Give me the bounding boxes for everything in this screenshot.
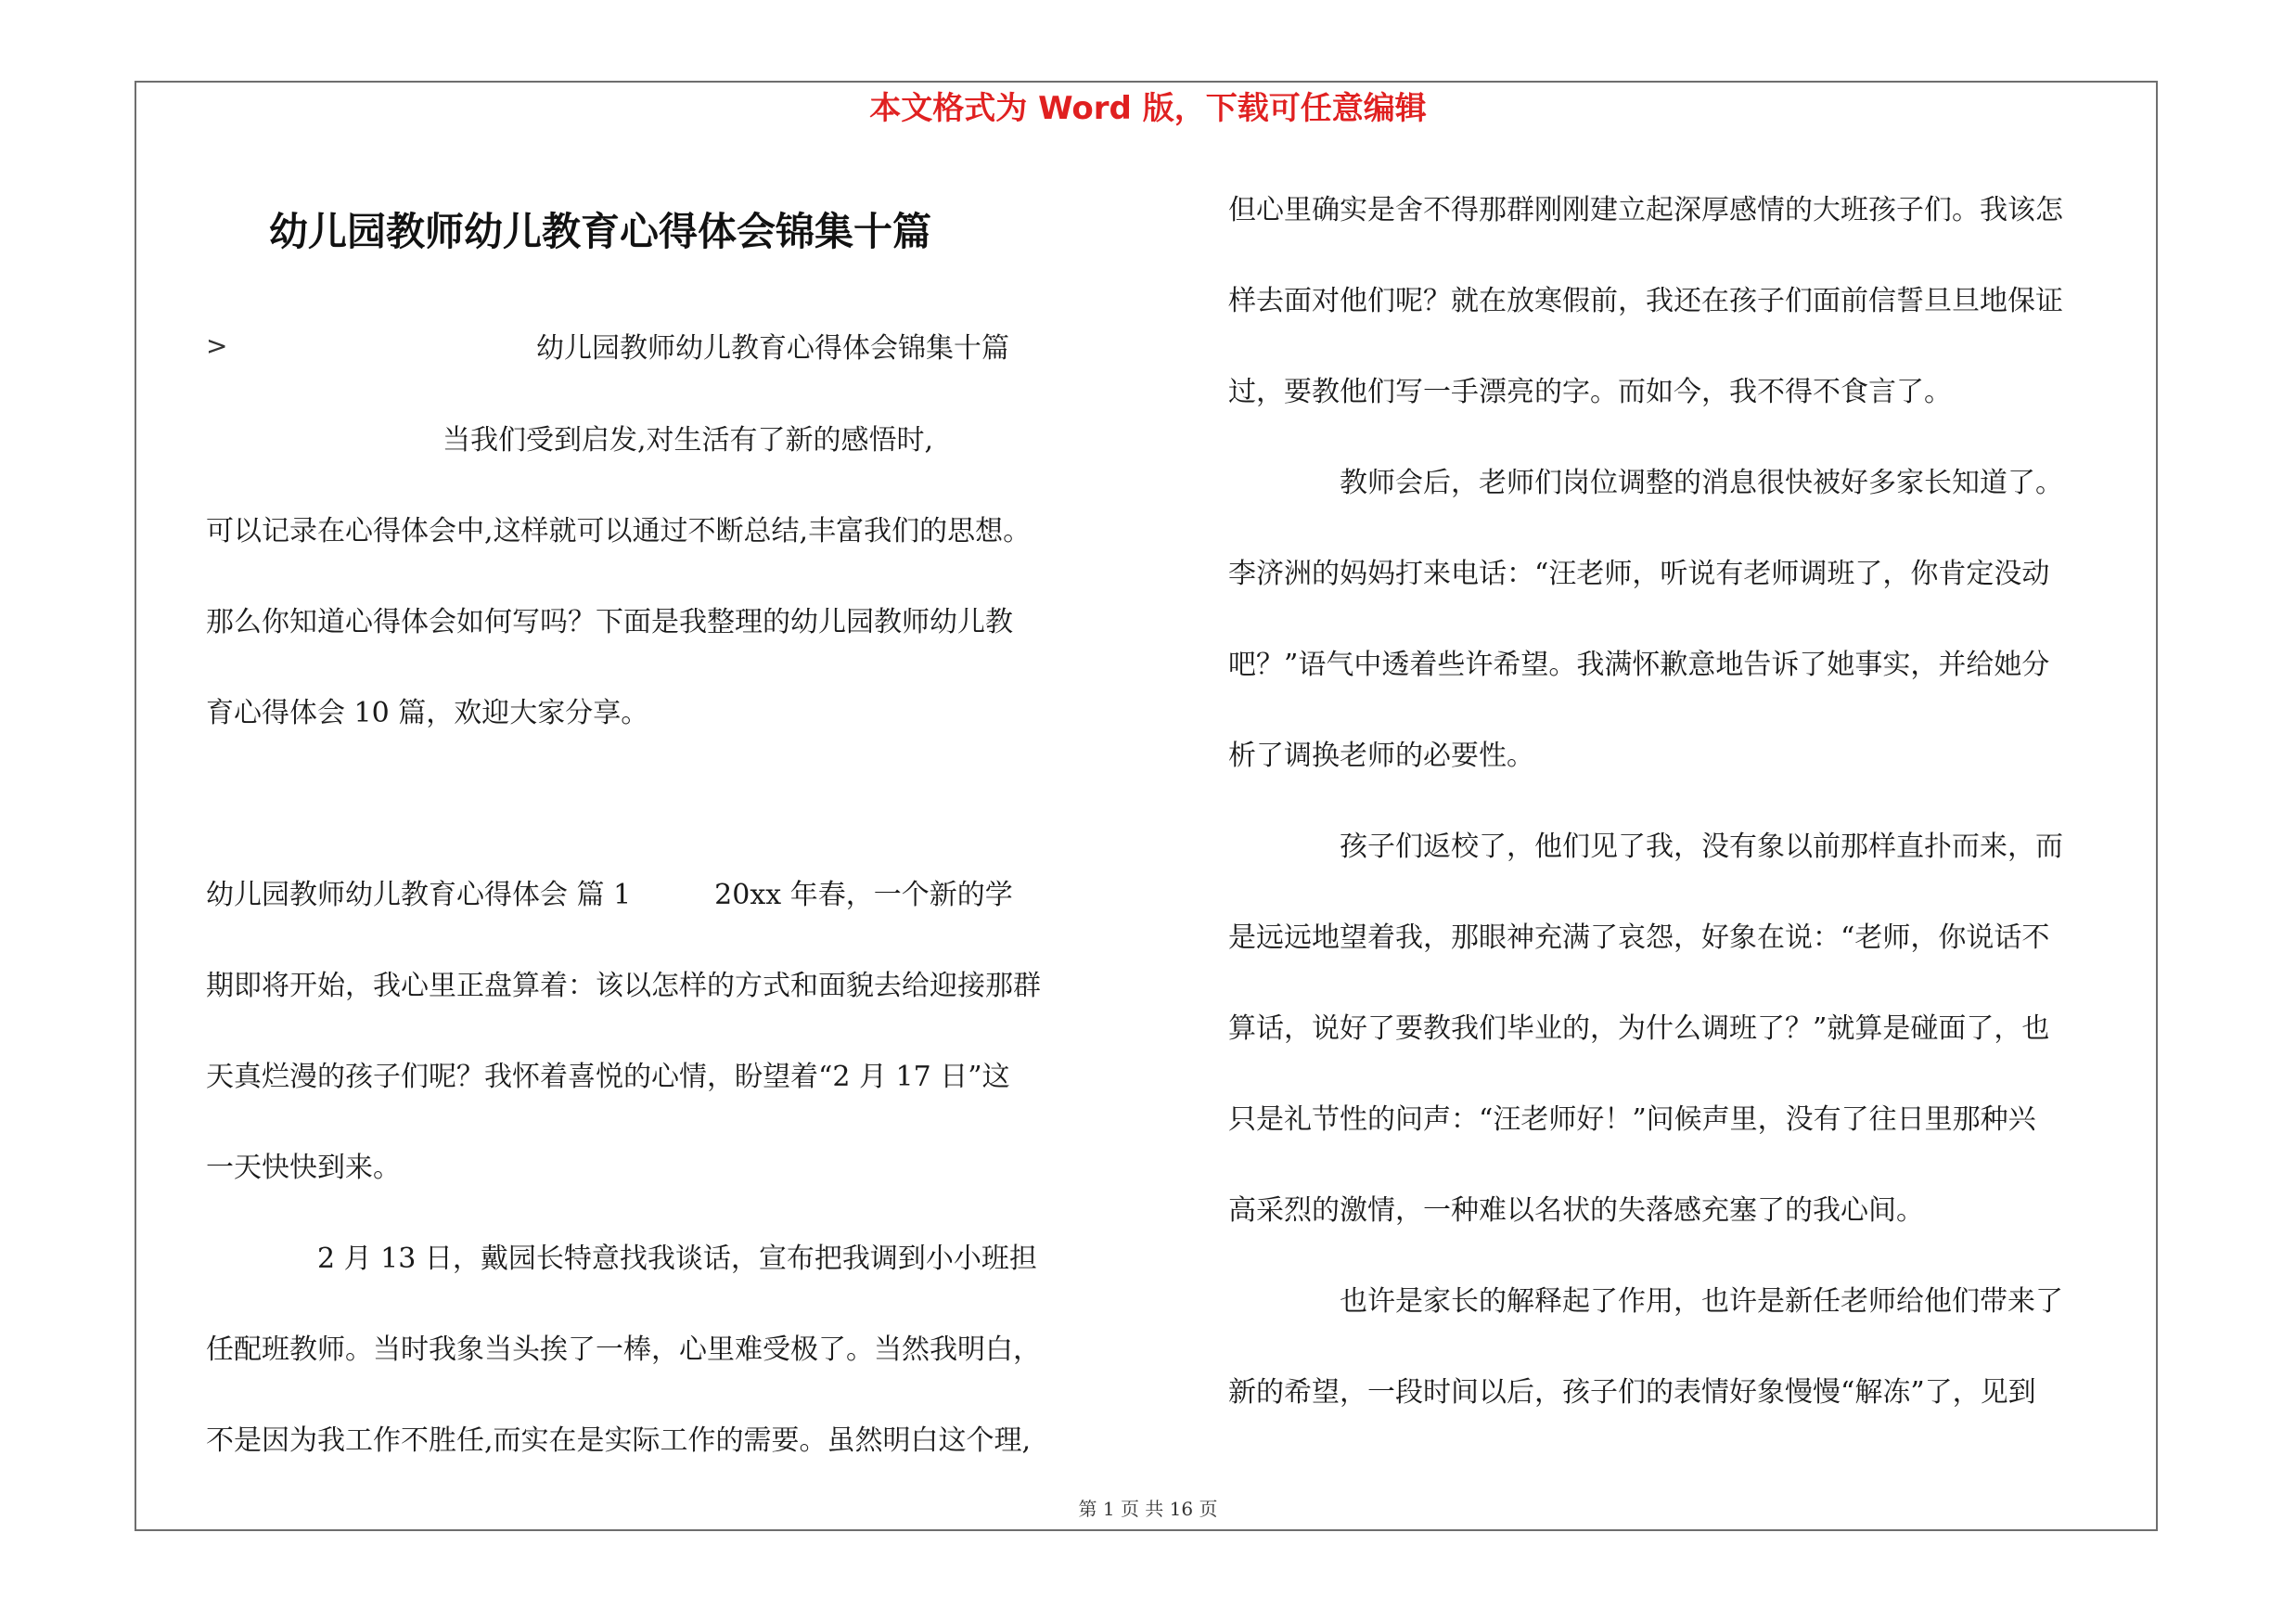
paragraph-line: 教师会后，老师们岗位调整的消息很快被好多家长知道了。 [1340,467,2063,499]
paragraph-line: 样去面对他们呢？就在放寒假前，我还在孩子们面前信誓旦旦地保证 [1228,285,2063,317]
paragraph-line: 李济洲的妈妈打来电话：“汪老师，听说有老师调班了，你肯定没动 [1228,558,2050,590]
paragraph-line: 吧？”语气中透着些许希望。我满怀歉意地告诉了她事实，并给她分 [1228,649,2050,681]
document-title: 幼儿园教师幼儿教育心得体会锦集十篇 [269,209,932,254]
paragraph-line: 过，要教他们写一手漂亮的字。而如今，我不得不食言了。 [1228,376,1952,408]
paragraph-line: 一天快快到来。 [206,1152,401,1184]
paragraph-line: 新的希望，一段时间以后，孩子们的表情好象慢慢“解冻”了，见到 [1228,1376,2036,1409]
paragraph-line: 天真烂漫的孩子们呢？我怀着喜悦的心情，盼望着“2 月 17 日”这 [206,1061,1010,1093]
paragraph-line: 当我们受到启发,对生活有了新的感悟时, [443,424,934,457]
spacer [206,759,1141,850]
paragraph-line: 可以记录在心得体会中,这样就可以通过不断总结,丰富我们的思想。 [206,515,1032,547]
paragraph-line: 那么你知道心得体会如何写吗？下面是我整理的幼儿园教师幼儿教 [206,606,1013,638]
paragraph-line: 孩子们返校了，他们见了我，没有象以前那样直扑而来，而 [1340,831,2063,863]
paragraph-line: 任配班教师。当时我象当头挨了一棒，心里难受极了。当然我明白， [206,1333,1041,1366]
format-banner: 本文格式为 Word 版，下载可任意编辑 [869,90,1427,127]
paragraph-line: 也许是家长的解释起了作用，也许是新任老师给他们带来了 [1340,1285,2063,1318]
page-number-footer: 第 1 页 共 16 页 [1078,1498,1218,1520]
paragraph-line: 算话，说好了要教我们毕业的，为什么调班了？”就算是碰面了，也 [1228,1012,2050,1045]
left-column [206,395,1141,1487]
paragraph-line: 高采烈的激情，一种难以名状的失落感充塞了的我心间。 [1228,1194,1924,1227]
paragraph-line: 2 月 13 日，戴园长特意找我谈话，宣布把我调到小小班担 [317,1243,1037,1275]
paragraph-line: 是远远地望着我，那眼神充满了哀怨，好象在说：“老师，你说话不 [1228,921,2050,954]
paragraph-line: 但心里确实是舍不得那群刚刚建立起深厚感情的大班孩子们。我该怎 [1228,194,2063,226]
bullet-marker: > [206,330,228,361]
right-column [1228,165,2148,1438]
paragraph-line: 育心得体会 10 篇，欢迎大家分享。 [206,697,649,729]
paragraph-line: 期即将开始，我心里正盘算着：该以怎样的方式和面貌去给迎接那群 [206,970,1041,1002]
paragraph-line: 析了调换老师的必要性。 [1228,740,1534,772]
document-subtitle: 幼儿园教师幼儿教育心得体会锦集十篇 [536,332,1009,365]
paragraph-line: 只是礼节性的问声：“汪老师好！”问候声里，没有了往日里那种兴 [1228,1103,2036,1136]
section-heading-line: 幼儿园教师幼儿教育心得体会 篇 1 20xx 年春，一个新的学 [206,879,1013,911]
paragraph-line: 不是因为我工作不胜任,而实在是实际工作的需要。虽然明白这个理, [206,1424,1032,1457]
